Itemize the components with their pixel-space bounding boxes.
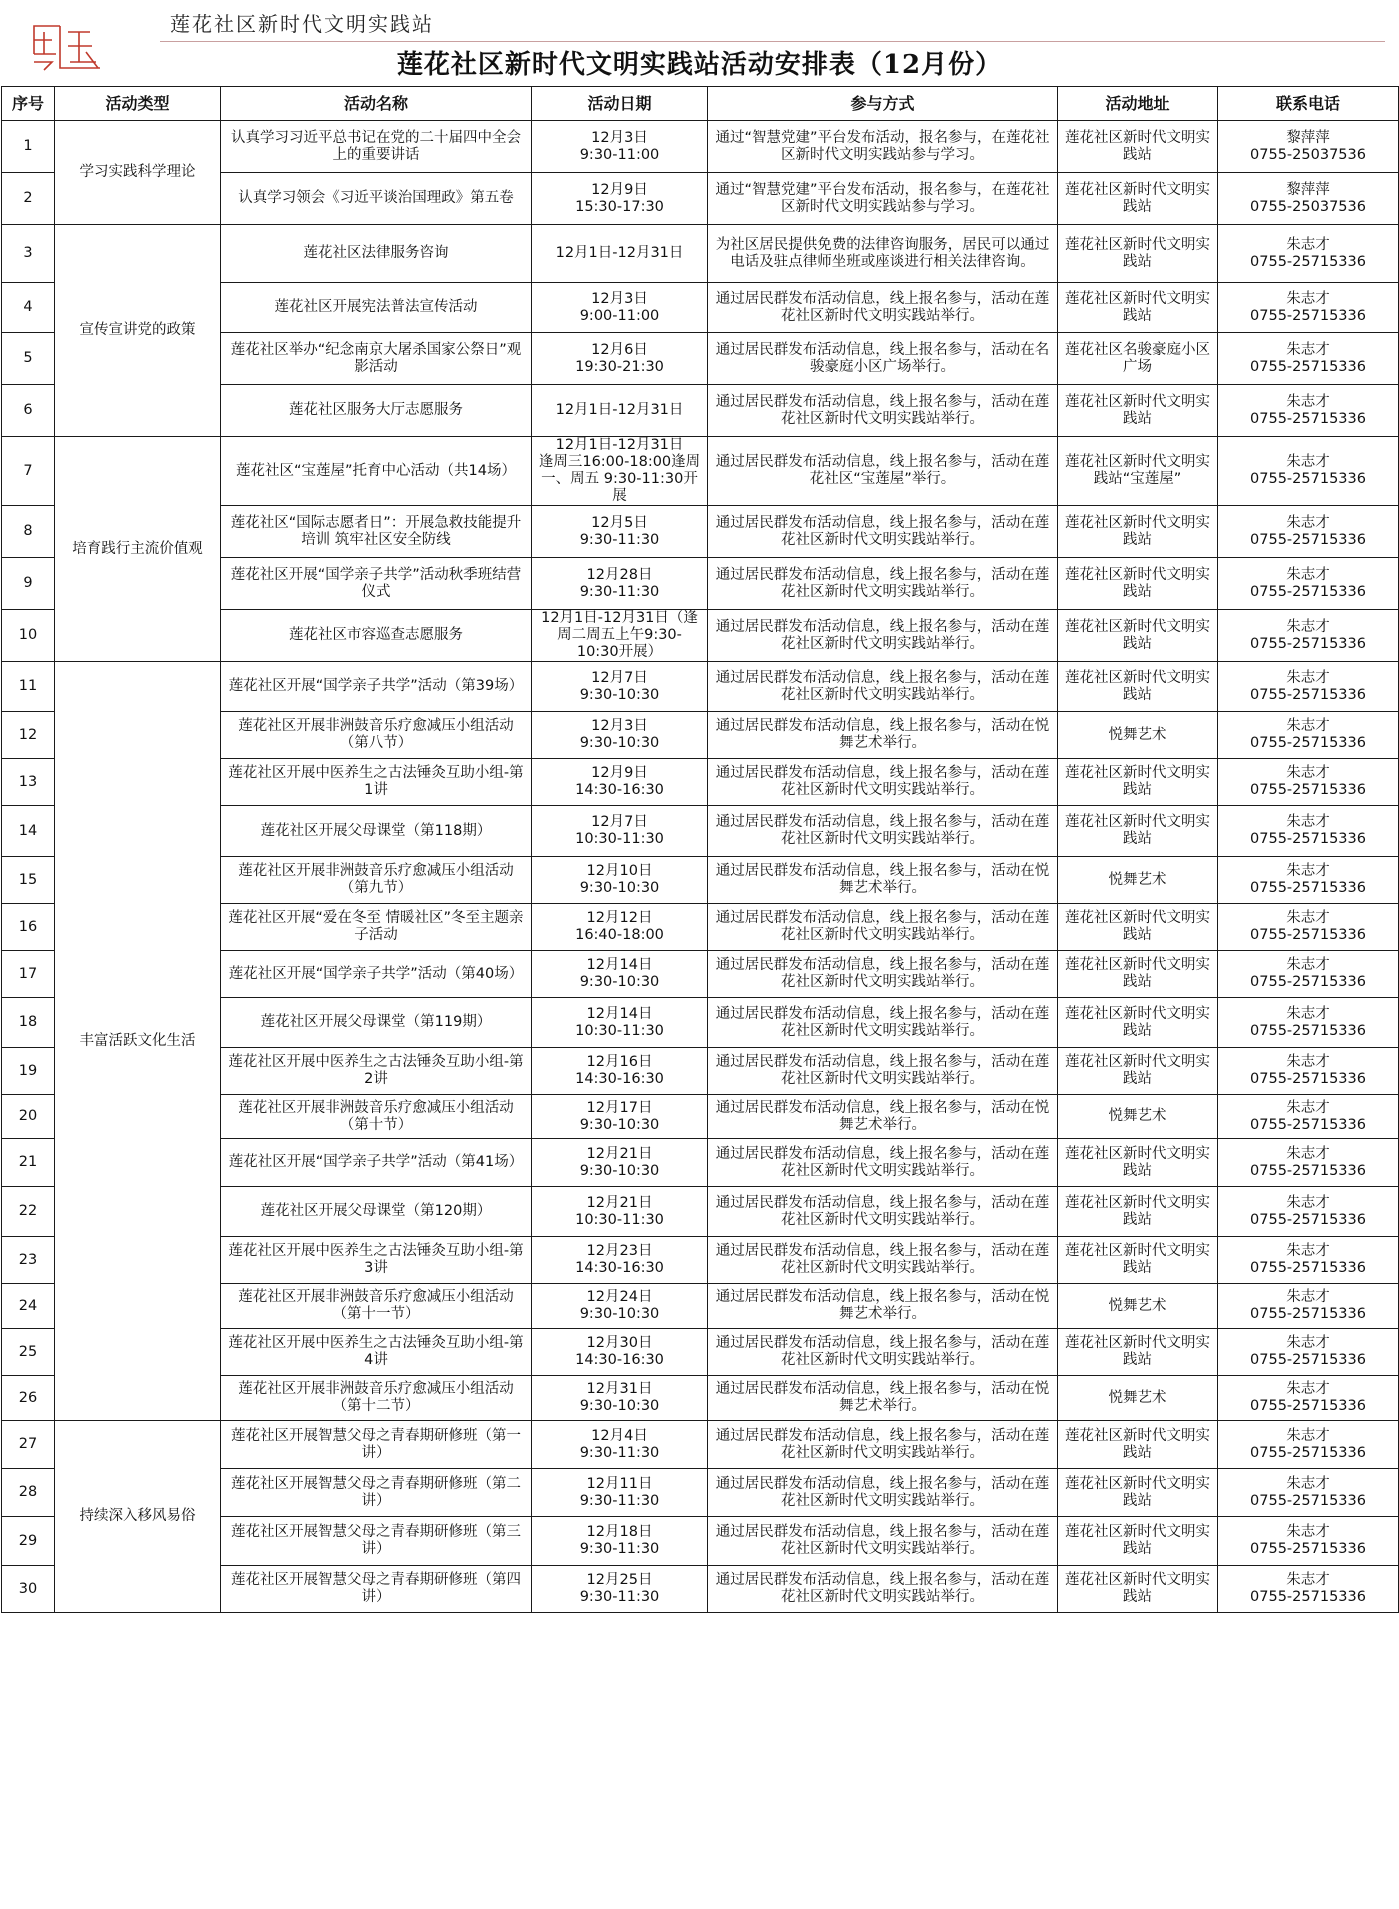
cell-address: 莲花社区新时代文明实践站 (1058, 1566, 1218, 1613)
cell-activity-name: 莲花社区开展非洲鼓音乐疗愈减压小组活动（第八节） (221, 712, 532, 759)
cell-participation: 通过居民群发布活动信息，线上报名参与，活动在莲花社区“宝莲屋”举行。 (708, 437, 1058, 506)
cell-activity-date: 12月14日 10:30-11:30 (532, 998, 708, 1048)
cell-no: 17 (2, 951, 55, 998)
cell-participation: 为社区居民提供免费的法律咨询服务，居民可以通过电话及驻点律师坐班或座谈进行相关法律咨询。 (708, 225, 1058, 283)
cell-activity-date: 12月3日 9:30-11:00 (532, 121, 708, 173)
cell-no: 13 (2, 759, 55, 806)
cell-address: 莲花社区新时代文明实践站 (1058, 1187, 1218, 1237)
cell-address: 莲花社区新时代文明实践站 (1058, 951, 1218, 998)
cell-address: 莲花社区新时代文明实践站 (1058, 173, 1218, 225)
cell-participation: 通过居民群发布活动信息，线上报名参与，活动在莲花社区新时代文明实践站举行。 (708, 904, 1058, 951)
cell-activity-name: 莲花社区开展智慧父母之青春期研修班（第四讲） (221, 1566, 532, 1613)
cell-contact: 朱志才 0755-25715336 (1218, 1376, 1399, 1421)
cell-activity-date: 12月5日 9:30-11:30 (532, 506, 708, 558)
cell-activity-name: 莲花社区开展中医养生之古法锤灸互助小组-第1讲 (221, 759, 532, 806)
cell-participation: 通过居民群发布活动信息，线上报名参与，活动在莲花社区新时代文明实践站举行。 (708, 558, 1058, 610)
cell-contact: 朱志才 0755-25715336 (1218, 951, 1399, 998)
cell-activity-date: 12月4日 9:30-11:30 (532, 1421, 708, 1469)
cell-no: 15 (2, 857, 55, 904)
activity-schedule-table (1, 86, 1399, 1613)
cell-activity-date: 12月21日 9:30-10:30 (532, 1139, 708, 1187)
cell-participation: 通过居民群发布活动信息，线上报名参与，活动在莲花社区新时代文明实践站举行。 (708, 283, 1058, 333)
cell-activity-name: 莲花社区开展“国学亲子共学”活动（第40场） (221, 951, 532, 998)
cell-address: 莲花社区新时代文明实践站 (1058, 904, 1218, 951)
cell-address: 莲花社区新时代文明实践站 (1058, 1421, 1218, 1469)
cell-activity-name: 莲花社区开展中医养生之古法锤灸互助小组-第2讲 (221, 1048, 532, 1095)
table-row (2, 1421, 1399, 1469)
cell-activity-name: 莲花社区开展父母课堂（第118期） (221, 806, 532, 857)
cell-contact: 朱志才 0755-25715336 (1218, 506, 1399, 558)
cell-activity-date: 12月7日 9:30-10:30 (532, 662, 708, 712)
table-header-row (2, 87, 1399, 121)
cell-activity-date: 12月6日 19:30-21:30 (532, 333, 708, 385)
cell-no: 22 (2, 1187, 55, 1237)
cell-no: 10 (2, 610, 55, 662)
cell-address: 莲花社区新时代文明实践站 (1058, 759, 1218, 806)
cell-participation: 通过居民群发布活动信息，线上报名参与，活动在莲花社区新时代文明实践站举行。 (708, 1421, 1058, 1469)
cell-activity-name: 莲花社区开展非洲鼓音乐疗愈减压小组活动（第十一节） (221, 1284, 532, 1329)
cell-activity-name: 莲花社区开展中医养生之古法锤灸互助小组-第4讲 (221, 1329, 532, 1376)
cell-activity-name: 莲花社区开展智慧父母之青春期研修班（第一讲） (221, 1421, 532, 1469)
cell-no: 8 (2, 506, 55, 558)
column-header-participation: 参与方式 (708, 87, 1058, 121)
cell-address: 莲花社区新时代文明实践站 (1058, 1048, 1218, 1095)
cell-address: 莲花社区新时代文明实践站 (1058, 610, 1218, 662)
cell-activity-date: 12月1日-12月31日 (532, 385, 708, 437)
cell-activity-name: 莲花社区开展父母课堂（第119期） (221, 998, 532, 1048)
cell-contact: 朱志才 0755-25715336 (1218, 558, 1399, 610)
cell-no: 7 (2, 437, 55, 506)
cell-no: 16 (2, 904, 55, 951)
cell-address: 悦舞艺术 (1058, 1284, 1218, 1329)
cell-address: 悦舞艺术 (1058, 1376, 1218, 1421)
cell-activity-date: 12月18日 9:30-11:30 (532, 1517, 708, 1566)
cell-no: 11 (2, 662, 55, 712)
cell-no: 29 (2, 1517, 55, 1566)
cell-participation: 通过居民群发布活动信息，线上报名参与，活动在莲花社区新时代文明实践站举行。 (708, 759, 1058, 806)
cell-contact: 朱志才 0755-25715336 (1218, 1329, 1399, 1376)
cell-activity-date: 12月21日 10:30-11:30 (532, 1187, 708, 1237)
cell-participation: 通过居民群发布活动信息，线上报名参与，活动在莲花社区新时代文明实践站举行。 (708, 610, 1058, 662)
cell-activity-name: 莲花社区市容巡查志愿服务 (221, 610, 532, 662)
cell-participation: 通过居民群发布活动信息，线上报名参与，活动在莲花社区新时代文明实践站举行。 (708, 1048, 1058, 1095)
cell-activity-name: 莲花社区开展“爱在冬至 情暖社区”冬至主题亲子活动 (221, 904, 532, 951)
cell-no: 20 (2, 1095, 55, 1139)
cell-no: 1 (2, 121, 55, 173)
cell-no: 3 (2, 225, 55, 283)
column-header-name: 活动名称 (221, 87, 532, 121)
cell-activity-date: 12月1日-12月31日（逢周二周五上午9:30-10:30开展） (532, 610, 708, 662)
org-name: 莲花社区新时代文明实践站 (170, 12, 434, 36)
cell-activity-name: 莲花社区举办“纪念南京大屠杀国家公祭日”观影活动 (221, 333, 532, 385)
cell-activity-date: 12月11日 9:30-11:30 (532, 1469, 708, 1517)
cell-no: 4 (2, 283, 55, 333)
column-header-type: 活动类型 (55, 87, 221, 121)
column-header-date: 活动日期 (532, 87, 708, 121)
cell-participation: 通过“智慧党建”平台发布活动，报名参与，在莲花社区新时代文明实践站参与学习。 (708, 121, 1058, 173)
table-row (2, 662, 1399, 712)
cell-address: 莲花社区新时代文明实践站 (1058, 806, 1218, 857)
cell-activity-date: 12月23日 14:30-16:30 (532, 1237, 708, 1284)
cell-participation: 通过居民群发布活动信息，线上报名参与，活动在莲花社区新时代文明实践站举行。 (708, 1237, 1058, 1284)
cell-no: 2 (2, 173, 55, 225)
cell-contact: 朱志才 0755-25715336 (1218, 1139, 1399, 1187)
column-header-address: 活动地址 (1058, 87, 1218, 121)
cell-activity-name: 莲花社区开展“国学亲子共学”活动（第41场） (221, 1139, 532, 1187)
header-divider (160, 41, 1385, 42)
cell-participation: 通过居民群发布活动信息，线上报名参与，活动在莲花社区新时代文明实践站举行。 (708, 951, 1058, 998)
cell-address: 莲花社区新时代文明实践站 (1058, 1139, 1218, 1187)
cell-activity-name: 莲花社区开展智慧父母之青春期研修班（第二讲） (221, 1469, 532, 1517)
cell-activity-name: 莲花社区开展非洲鼓音乐疗愈减压小组活动（第九节） (221, 857, 532, 904)
cell-participation: 通过居民群发布活动信息，线上报名参与，活动在莲花社区新时代文明实践站举行。 (708, 506, 1058, 558)
cell-participation: 通过居民群发布活动信息，线上报名参与，活动在悦舞艺术举行。 (708, 712, 1058, 759)
cell-activity-name: 莲花社区“宝莲屋”托育中心活动（共14场） (221, 437, 532, 506)
cell-activity-date: 12月3日 9:00-11:00 (532, 283, 708, 333)
cell-activity-date: 12月14日 9:30-10:30 (532, 951, 708, 998)
cell-contact: 朱志才 0755-25715336 (1218, 904, 1399, 951)
cell-activity-date: 12月9日 15:30-17:30 (532, 173, 708, 225)
cell-contact: 朱志才 0755-25715336 (1218, 283, 1399, 333)
cell-participation: 通过居民群发布活动信息，线上报名参与，活动在莲花社区新时代文明实践站举行。 (708, 998, 1058, 1048)
cell-activity-name: 莲花社区开展“国学亲子共学”活动（第39场） (221, 662, 532, 712)
cell-contact: 朱志才 0755-25715336 (1218, 1095, 1399, 1139)
cell-activity-date: 12月9日 14:30-16:30 (532, 759, 708, 806)
cell-participation: 通过居民群发布活动信息，线上报名参与，活动在悦舞艺术举行。 (708, 1284, 1058, 1329)
cell-contact: 朱志才 0755-25715336 (1218, 225, 1399, 283)
cell-participation: 通过居民群发布活动信息，线上报名参与，活动在悦舞艺术举行。 (708, 1376, 1058, 1421)
cell-address: 莲花社区新时代文明实践站 (1058, 385, 1218, 437)
cell-activity-name: 莲花社区服务大厅志愿服务 (221, 385, 532, 437)
cell-activity-date: 12月30日 14:30-16:30 (532, 1329, 708, 1376)
cell-contact: 朱志才 0755-25715336 (1218, 1517, 1399, 1566)
cell-activity-date: 12月3日 9:30-10:30 (532, 712, 708, 759)
cell-contact: 朱志才 0755-25715336 (1218, 857, 1399, 904)
cell-participation: 通过居民群发布活动信息，线上报名参与，活动在莲花社区新时代文明实践站举行。 (708, 385, 1058, 437)
page-title: 莲花社区新时代文明实践站活动安排表（12月份） (396, 50, 1003, 80)
cell-contact: 朱志才 0755-25715336 (1218, 1566, 1399, 1613)
column-header-contact: 联系电话 (1218, 87, 1399, 121)
cell-contact: 朱志才 0755-25715336 (1218, 806, 1399, 857)
table-row (2, 121, 1399, 173)
cell-activity-date: 12月1日-12月31日 (532, 225, 708, 283)
cell-participation: 通过居民群发布活动信息，线上报名参与，活动在莲花社区新时代文明实践站举行。 (708, 1187, 1058, 1237)
table-row (2, 437, 1399, 506)
cell-contact: 黎萍萍 0755-25037536 (1218, 173, 1399, 225)
table-body (2, 121, 1399, 1613)
cell-participation: 通过居民群发布活动信息，线上报名参与，活动在莲花社区新时代文明实践站举行。 (708, 806, 1058, 857)
cell-contact: 黎萍萍 0755-25037536 (1218, 121, 1399, 173)
cell-contact: 朱志才 0755-25715336 (1218, 1421, 1399, 1469)
cell-activity-name: 莲花社区开展非洲鼓音乐疗愈减压小组活动（第十节） (221, 1095, 532, 1139)
cell-participation: 通过居民群发布活动信息，线上报名参与，活动在莲花社区新时代文明实践站举行。 (708, 1329, 1058, 1376)
cell-participation: 通过居民群发布活动信息，线上报名参与，活动在莲花社区新时代文明实践站举行。 (708, 662, 1058, 712)
cell-no: 19 (2, 1048, 55, 1095)
cell-activity-date: 12月10日 9:30-10:30 (532, 857, 708, 904)
cell-address: 莲花社区新时代文明实践站 (1058, 121, 1218, 173)
cell-contact: 朱志才 0755-25715336 (1218, 437, 1399, 506)
cell-participation: 通过居民群发布活动信息，线上报名参与，活动在悦舞艺术举行。 (708, 857, 1058, 904)
cell-participation: 通过“智慧党建”平台发布活动，报名参与，在莲花社区新时代文明实践站参与学习。 (708, 173, 1058, 225)
column-header-no: 序号 (2, 87, 55, 121)
cell-activity-name: 莲花社区“国际志愿者日”：开展急救技能提升培训 筑牢社区安全防线 (221, 506, 532, 558)
cell-activity-date: 12月25日 9:30-11:30 (532, 1566, 708, 1613)
cell-address: 莲花社区新时代文明实践站 (1058, 998, 1218, 1048)
cell-no: 26 (2, 1376, 55, 1421)
cell-address: 悦舞艺术 (1058, 712, 1218, 759)
cell-contact: 朱志才 0755-25715336 (1218, 333, 1399, 385)
cell-activity-name: 莲花社区开展非洲鼓音乐疗愈减压小组活动（第十二节） (221, 1376, 532, 1421)
cell-no: 21 (2, 1139, 55, 1187)
cell-no: 27 (2, 1421, 55, 1469)
cell-contact: 朱志才 0755-25715336 (1218, 712, 1399, 759)
cell-contact: 朱志才 0755-25715336 (1218, 759, 1399, 806)
cell-activity-name: 认真学习领会《习近平谈治国理政》第五卷 (221, 173, 532, 225)
cell-activity-type: 学习实践科学理论 (55, 121, 221, 225)
cell-activity-type: 持续深入移风易俗 (55, 1421, 221, 1613)
cell-participation: 通过居民群发布活动信息，线上报名参与，活动在莲花社区新时代文明实践站举行。 (708, 1469, 1058, 1517)
cell-address: 莲花社区新时代文明实践站 (1058, 1329, 1218, 1376)
cell-no: 14 (2, 806, 55, 857)
cell-activity-date: 12月17日 9:30-10:30 (532, 1095, 708, 1139)
cell-address: 莲花社区新时代文明实践站“宝莲屋” (1058, 437, 1218, 506)
cell-address: 莲花社区新时代文明实践站 (1058, 1469, 1218, 1517)
cell-address: 莲花社区新时代文明实践站 (1058, 1517, 1218, 1566)
cell-contact: 朱志才 0755-25715336 (1218, 1187, 1399, 1237)
cell-address: 莲花社区新时代文明实践站 (1058, 1237, 1218, 1284)
cell-activity-type: 培育践行主流价值观 (55, 437, 221, 662)
cell-activity-date: 12月7日 10:30-11:30 (532, 806, 708, 857)
cell-activity-date: 12月12日 16:40-18:00 (532, 904, 708, 951)
cell-no: 6 (2, 385, 55, 437)
cell-no: 25 (2, 1329, 55, 1376)
cell-no: 23 (2, 1237, 55, 1284)
cell-contact: 朱志才 0755-25715336 (1218, 1284, 1399, 1329)
cell-activity-date: 12月31日 9:30-10:30 (532, 1376, 708, 1421)
cell-activity-name: 莲花社区开展“国学亲子共学”活动秋季班结营仪式 (221, 558, 532, 610)
cell-participation: 通过居民群发布活动信息，线上报名参与，活动在莲花社区新时代文明实践站举行。 (708, 1566, 1058, 1613)
cell-no: 18 (2, 998, 55, 1048)
cell-no: 9 (2, 558, 55, 610)
cell-activity-date: 12月16日 14:30-16:30 (532, 1048, 708, 1095)
cell-address: 悦舞艺术 (1058, 857, 1218, 904)
cell-participation: 通过居民群发布活动信息，线上报名参与，活动在莲花社区新时代文明实践站举行。 (708, 1139, 1058, 1187)
cell-no: 12 (2, 712, 55, 759)
cell-no: 5 (2, 333, 55, 385)
cell-participation: 通过居民群发布活动信息，线上报名参与，活动在名骏豪庭小区广场举行。 (708, 333, 1058, 385)
cell-address: 莲花社区新时代文明实践站 (1058, 662, 1218, 712)
cell-contact: 朱志才 0755-25715336 (1218, 1237, 1399, 1284)
table-row (2, 225, 1399, 283)
cell-no: 28 (2, 1469, 55, 1517)
cell-no: 24 (2, 1284, 55, 1329)
cell-contact: 朱志才 0755-25715336 (1218, 610, 1399, 662)
cell-contact: 朱志才 0755-25715336 (1218, 1048, 1399, 1095)
cell-activity-date: 12月24日 9:30-10:30 (532, 1284, 708, 1329)
cell-activity-name: 莲花社区开展父母课堂（第120期） (221, 1187, 532, 1237)
cell-activity-name: 莲花社区开展中医养生之古法锤灸互助小组-第3讲 (221, 1237, 532, 1284)
cell-participation: 通过居民群发布活动信息，线上报名参与，活动在莲花社区新时代文明实践站举行。 (708, 1517, 1058, 1566)
cell-activity-name: 莲花社区开展宪法普法宣传活动 (221, 283, 532, 333)
cell-address: 悦舞艺术 (1058, 1095, 1218, 1139)
cell-activity-name: 莲花社区开展智慧父母之青春期研修班（第三讲） (221, 1517, 532, 1566)
cell-contact: 朱志才 0755-25715336 (1218, 662, 1399, 712)
cell-address: 莲花社区新时代文明实践站 (1058, 225, 1218, 283)
cell-address: 莲花社区新时代文明实践站 (1058, 506, 1218, 558)
cell-address: 莲花社区名骏豪庭小区广场 (1058, 333, 1218, 385)
cell-activity-type: 丰富活跃文化生活 (55, 662, 221, 1421)
cell-activity-name: 认真学习习近平总书记在党的二十届四中全会上的重要讲话 (221, 121, 532, 173)
cell-activity-date: 12月1日-12月31日 逢周三16:00-18:00逢周一、周五 9:30-11:30开展 (532, 437, 708, 506)
cell-contact: 朱志才 0755-25715336 (1218, 998, 1399, 1048)
cell-address: 莲花社区新时代文明实践站 (1058, 558, 1218, 610)
cell-activity-name: 莲花社区法律服务咨询 (221, 225, 532, 283)
page-header (0, 0, 1399, 80)
cell-activity-type: 宣传宣讲党的政策 (55, 225, 221, 437)
cell-contact: 朱志才 0755-25715336 (1218, 1469, 1399, 1517)
cell-activity-date: 12月28日 9:30-11:30 (532, 558, 708, 610)
cell-participation: 通过居民群发布活动信息，线上报名参与，活动在悦舞艺术举行。 (708, 1095, 1058, 1139)
cell-contact: 朱志才 0755-25715336 (1218, 385, 1399, 437)
cell-address: 莲花社区新时代文明实践站 (1058, 283, 1218, 333)
cell-no: 30 (2, 1566, 55, 1613)
